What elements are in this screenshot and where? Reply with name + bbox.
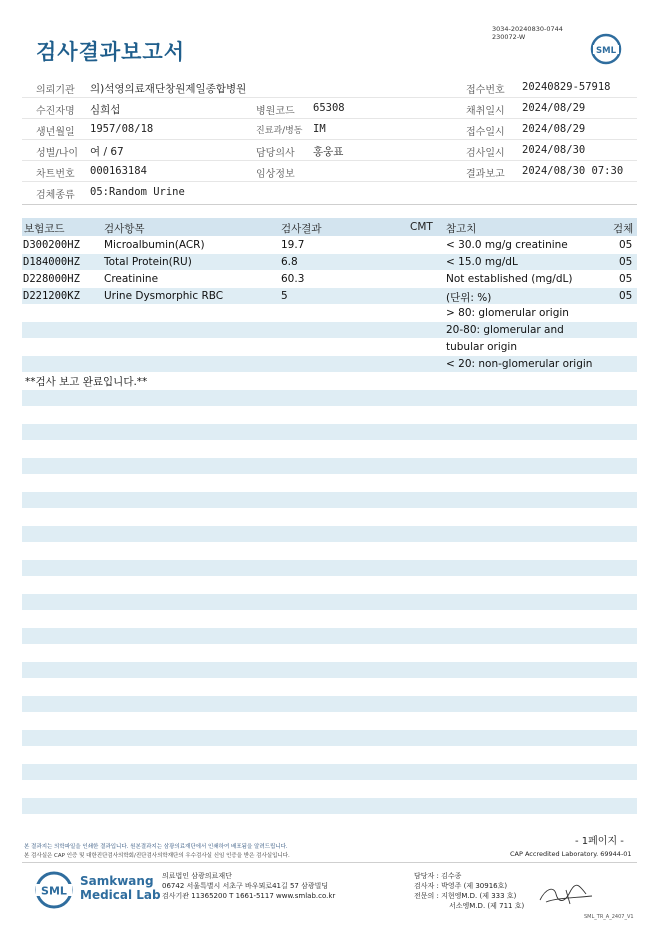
hospital-code-label: 병원코드 bbox=[256, 106, 295, 117]
doctor-label: 담당의사 bbox=[256, 148, 295, 159]
specialist-label: 전문의 : bbox=[414, 892, 439, 900]
table-stripe-row bbox=[22, 696, 637, 712]
table-stripe-row bbox=[22, 492, 637, 508]
header-cmt: CMT bbox=[410, 221, 433, 233]
dept-value: IM bbox=[313, 123, 326, 135]
samkwang-logo-text: SML bbox=[41, 884, 67, 898]
footer-divider bbox=[22, 862, 637, 863]
lab-name bbox=[80, 874, 161, 902]
sex-age-value: 여 / 67 bbox=[90, 146, 124, 158]
samkwang-logo bbox=[34, 870, 74, 910]
staff-block bbox=[414, 871, 524, 911]
tester-label: 검사자 : bbox=[414, 882, 439, 890]
birth-label: 생년월일 bbox=[36, 127, 75, 138]
org-address: 06742 서울특별시 서초구 바우뫼로41길 57 삼광빌딩 bbox=[162, 882, 329, 890]
patient-label: 수진자명 bbox=[36, 106, 75, 117]
dept-label: 진료과/병동 bbox=[256, 126, 303, 136]
row-code: D221200KZ bbox=[23, 290, 80, 302]
document-code-line: 230072-W bbox=[492, 33, 526, 41]
document-code-line: 3034-20240830-0744 bbox=[492, 25, 563, 33]
header-code: 보험코드 bbox=[24, 223, 65, 235]
org-name: 의료법인 삼광의료재단 bbox=[162, 872, 232, 880]
header-reference: 참고치 bbox=[446, 223, 477, 235]
sex-age-label: 성별/나이 bbox=[36, 148, 79, 159]
row-specimen: 05 bbox=[619, 256, 633, 268]
table-stripe-row bbox=[22, 628, 637, 644]
signature-image bbox=[536, 880, 596, 910]
table-stripe-row bbox=[22, 730, 637, 746]
row-code: D228000HZ bbox=[23, 273, 80, 285]
row-result: 5 bbox=[281, 290, 288, 302]
row-code: D300200HZ bbox=[23, 239, 80, 251]
lab-name-line: Medical Lab bbox=[80, 888, 161, 902]
test-date-label: 검사일시 bbox=[466, 148, 505, 159]
form-code: SML_TR_A_2407_V1 bbox=[584, 914, 634, 920]
results-table-header bbox=[22, 218, 637, 236]
specimen-type-value: 05:Random Urine bbox=[90, 186, 185, 198]
reference-note: > 80: glomerular origin bbox=[446, 307, 569, 319]
institution-label: 의뢰기관 bbox=[36, 85, 75, 96]
patient-value: 심희섭 bbox=[90, 104, 121, 116]
info-row bbox=[22, 140, 637, 161]
table-stripe-row bbox=[22, 798, 637, 814]
institution-value: 의)석영의료재단창원제일종합병원 bbox=[90, 83, 247, 95]
doctor-value: 홍웅표 bbox=[313, 146, 344, 158]
row-item: Urine Dysmorphic RBC bbox=[104, 290, 224, 302]
report-date-label: 결과보고 bbox=[466, 169, 505, 180]
tester-value: 박영주 (제 30916호) bbox=[441, 882, 508, 890]
section-divider bbox=[22, 204, 637, 205]
table-stripe-row bbox=[22, 662, 637, 678]
receipt-no-label: 접수번호 bbox=[466, 85, 505, 96]
staff-label: 담당자 : bbox=[414, 872, 439, 880]
row-code: D184000HZ bbox=[23, 256, 80, 268]
footer-note: 본 결과지는 의학파일을 인쇄한 결과입니다. 원본결과지는 삼광의료재단에서 인쇄하여 배포됨을 알려드립니다. bbox=[24, 844, 288, 850]
receipt-no-value: 20240829-57918 bbox=[522, 81, 611, 93]
collection-date-value: 2024/08/29 bbox=[522, 102, 586, 114]
row-result: 60.3 bbox=[281, 273, 305, 285]
row-reference: < 15.0 mg/dL bbox=[446, 256, 518, 268]
reference-note: 20-80: glomerular and bbox=[446, 324, 564, 336]
reference-note: tubular origin bbox=[446, 341, 517, 353]
info-row bbox=[22, 98, 637, 119]
row-item: Total Protein(RU) bbox=[104, 256, 192, 268]
staff-value: 김수종 bbox=[441, 872, 462, 880]
table-stripe-row bbox=[22, 424, 637, 440]
table-stripe-row bbox=[22, 560, 637, 576]
org-contact: 검사기관 11365200 T 1661-5117 www.smlab.co.kr bbox=[162, 892, 336, 900]
table-stripe-row bbox=[22, 526, 637, 542]
info-row bbox=[22, 119, 637, 140]
collection-date-label: 채취일시 bbox=[466, 106, 505, 117]
cap-accreditation: CAP Accredited Laboratory. 69944-01 bbox=[510, 850, 632, 858]
row-result: 6.8 bbox=[281, 256, 298, 268]
row-reference: Not established (mg/dL) bbox=[446, 273, 573, 285]
document-code bbox=[492, 25, 563, 41]
chart-no-label: 차트번호 bbox=[36, 169, 75, 180]
specialist-value: 지현엥M.D. (제 333 호) bbox=[441, 892, 517, 900]
specimen-type-label: 검체종류 bbox=[36, 190, 75, 201]
chart-no-value: 000163184 bbox=[90, 165, 147, 177]
info-row bbox=[22, 77, 637, 98]
table-stripe-row bbox=[22, 390, 637, 406]
row-specimen: 05 bbox=[619, 273, 633, 285]
info-row bbox=[22, 161, 637, 182]
table-stripe-row bbox=[22, 594, 637, 610]
completion-note: **검사 보고 완료입니다.** bbox=[25, 376, 148, 388]
specialist-value: 서소엥M.D. (제 711 호) bbox=[449, 902, 525, 910]
clinical-label: 임상정보 bbox=[256, 169, 295, 180]
org-block bbox=[162, 871, 335, 901]
row-specimen: 05 bbox=[619, 239, 633, 251]
row-result: 19.7 bbox=[281, 239, 305, 251]
row-item: Microalbumin(ACR) bbox=[104, 239, 205, 251]
header-result: 검사결과 bbox=[281, 223, 322, 235]
lab-name-line: Samkwang bbox=[80, 874, 154, 888]
sml-logo-text: SML bbox=[596, 46, 616, 56]
received-date-label: 접수일시 bbox=[466, 127, 505, 138]
reference-note: < 20: non-glomerular origin bbox=[446, 358, 593, 370]
page-title: 검사결과보고서 bbox=[36, 40, 186, 64]
sml-logo bbox=[590, 33, 622, 65]
row-specimen: 05 bbox=[619, 290, 633, 302]
page-number: - 1페이지 - bbox=[575, 836, 624, 847]
table-stripe-row bbox=[22, 764, 637, 780]
row-item: Creatinine bbox=[104, 273, 159, 285]
row-reference: (단위: %) bbox=[446, 292, 492, 304]
row-reference: < 30.0 mg/g creatinine bbox=[446, 239, 568, 251]
test-date-value: 2024/08/30 bbox=[522, 144, 586, 156]
birth-value: 1957/08/18 bbox=[90, 123, 154, 135]
table-stripe-row bbox=[22, 458, 637, 474]
footer-note: 본 검사실은 CAP 인증 및 대한진단검사의학회/진단검사의학재단의 우수검사실 신임 인증을 받은 검사실입니다. bbox=[24, 853, 290, 859]
header-specimen: 검체 bbox=[613, 223, 634, 235]
info-row bbox=[22, 182, 637, 202]
hospital-code-value: 65308 bbox=[313, 102, 345, 114]
received-date-value: 2024/08/29 bbox=[522, 123, 586, 135]
header-item: 검사항목 bbox=[104, 223, 145, 235]
report-date-value: 2024/08/30 07:30 bbox=[522, 165, 624, 177]
